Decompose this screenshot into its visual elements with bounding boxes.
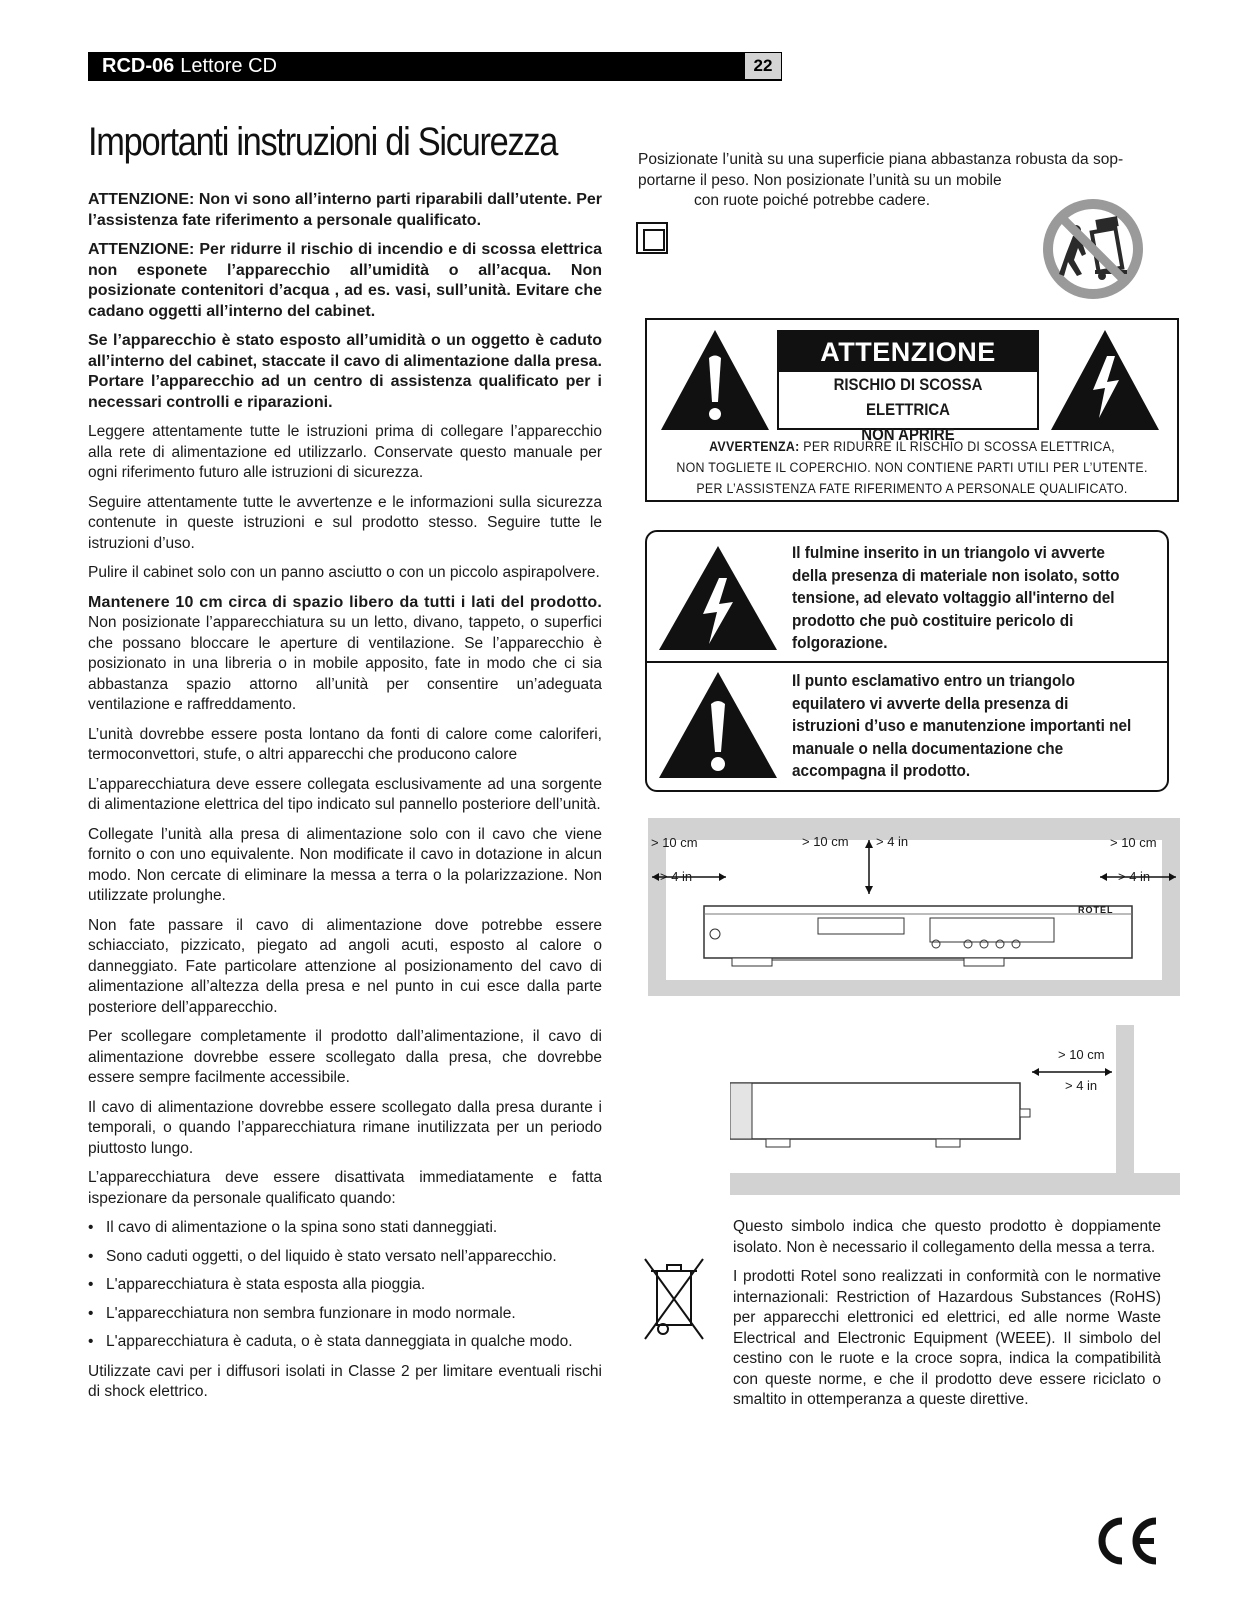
paragraph-power-source: L’apparecchiatura deve essere collegata esclusivamente ad una sorgente di alimentazione elettrica del tipo indicato sul pannello posteriore dell’unità. [88, 775, 602, 813]
paragraph-heat: L’unità dovrebbe essere posta lontano da fonti di calore come caloriferi, termoconvettori, stufe, o altri apparecchi che producono calore [88, 725, 602, 763]
side-cm: > 10 cm [1058, 1047, 1105, 1062]
warning-moisture: ATTENZIONE: Per ridurre il rischio di incendio e di scossa elettrica non esponete l’apparecchio all’umidità o all’acqua. Non posizionate contenitori d’acqua , ad es. vasi, sull’unità. Evitare che cadano oggetti all’interno del cabinet. [88, 241, 602, 320]
paragraph-speaker-cables: Utilizzate cavi per i diffusori isolati in Classe 2 per limitare eventuali rischi di shock elettrico. [88, 1362, 602, 1400]
page-number: 22 [745, 53, 781, 79]
list-item: • Il cavo di alimentazione o la spina sono stati danneggiati. [88, 1218, 602, 1239]
front-top-in: > 4 in [876, 834, 909, 849]
list-item: • L'apparecchiatura è stata esposta alla pioggia. [88, 1275, 602, 1296]
attenzione-sub-1: RISCHIO DI SCOSSA ELETTRICA [833, 375, 983, 419]
front-clearance-diagram [648, 818, 1180, 996]
front-left-in: > 4 in [660, 869, 693, 884]
avvertenza-label: AVVERTENZA: [709, 439, 800, 454]
side-clearance-diagram [730, 1025, 1180, 1195]
header-product: Lettore CD [180, 55, 277, 77]
side-in: > 4 in [1065, 1078, 1098, 1093]
front-left-cm: > 10 cm [651, 835, 698, 850]
placement-line-2: portarne il peso. Non posizionate l’unità su un mobile [638, 171, 1002, 189]
attenzione-sub-2: NON APRIRE [861, 425, 955, 444]
front-top-cm: > 10 cm [802, 834, 849, 849]
avvertenza-line-2: NON TOGLIETE IL COPERCHIO. NON CONTIENE PARTI UTILI PER L’UTENTE. [676, 460, 1148, 475]
symbol-divider [647, 661, 1167, 663]
front-right-in: > 4 in [1118, 869, 1151, 884]
list-item: • L'apparecchiatura è caduta, o è stata danneggiata in qualche modo. [88, 1332, 602, 1353]
double-insulation-text: Questo simbolo indica che questo prodotto è doppiamente isolato. Non è necessario il collegamento della messa a terra. [733, 1218, 1161, 1256]
symbol-explanation-box [645, 530, 1169, 792]
paragraph-read-instructions: Leggere attentamente tutte le istruzioni prima di collegare l’apparecchio alla rete di alimentazione ed utilizzarlo. Conservate questo manuale per ogni riferimento futuro alle istruzioni di sicurezza. [88, 423, 602, 481]
paragraph-storms: Il cavo di alimentazione dovrebbe essere scollegato dalla presa durante i temporali, o quando l’apparecchiatura rimane inutilizzata per un periodo piuttosto lungo. [88, 1098, 602, 1157]
device-brand: ROTEL [1078, 905, 1114, 915]
paragraph-inspection: L’apparecchiatura deve essere disattivata immediatamente e fatta ispezionare da personale qualificato quando: [88, 1169, 602, 1207]
no-cart-icon [1040, 196, 1146, 302]
paragraph-power-cable: Collegate l’unità alla presa di alimentazione solo con il cavo che viene fornito o con uno equivalente. Non modificate il cavo in dotazione in alcun modo. Non cercate di eliminare la messa a terra o la polarizzazione. Non utilizzate prolunghe. [88, 825, 602, 904]
double-insulation-icon [636, 222, 668, 254]
ventilation-rest: Non posizionate l’apparecchiatura su un letto, divano, tappeto, o superfici che possano bloccare le aperture di ventilazione. Se l’apparecchio è posizionato in una libreria o in mobile apposito, fate in modo che ci sia abbastanza spazio attorno all’unità per consentire un’adeguata ventilazione e raffreddamento. [88, 614, 602, 713]
avvertenza-line-3: PER L’ASSISTENZA FATE RIFERIMENTO A PERSONALE QUALIFICATO. [696, 481, 1128, 496]
rohs-weee-text: I prodotti Rotel sono realizzati in conformità con le normative internazionali: Restriction of Hazardous Substances (RoHS) per apparecchi elettronici ed elettrici, ed alle norme Waste Electrical and Electronic Equipment (WEEE). Il simbolo del cestino con le ruote e la croce sopra, indica la compatibilità con queste norme, e che il prodotto deve essere riciclato o smaltito in ottemperanza a queste direttive. [733, 1268, 1161, 1408]
placement-line-3: con ruote poiché potrebbe cadere. [694, 192, 931, 209]
lightning-triangle-icon [657, 544, 779, 652]
shock-warning-box [645, 318, 1179, 502]
paragraph-disconnect: Per scollegare completamente il prodotto dall’alimentazione, il cavo di alimentazione dovrebbe essere scollegato dalla presa, che dovrebbe essere sempre facilmente accessibile. [88, 1028, 602, 1086]
header-title [102, 54, 277, 79]
list-item: • Sono caduti oggetti, o del liquido è stato versato nell’apparecchio. [88, 1247, 602, 1268]
paragraph-cable-routing: Non fate passare il cavo di alimentazione dove potrebbe essere schiacciato, pizzicato, piegato ad angoli acuti, esposto al calore o danneggiato. Fate particolare attenzione al posizionamento del cavo di alimentazione all’altezza della presa e nel punto in cui esce dalla parte posteriore dell’apparecchio. [88, 916, 602, 1016]
avvertenza-line-1-text: PER RIDURRE IL RISCHIO DI SCOSSA ELETTRICA, [799, 439, 1115, 454]
front-right-cm: > 10 cm [1110, 835, 1157, 850]
exclamation-description: Il punto esclamativo entro un triangolo equilatero vi avverte della presenza di istruzioni d’uso e manutenzione importanti nel manuale o nella documentazione che accompagna il prodotto. [792, 672, 1132, 780]
right-bottom-text [733, 1217, 1161, 1420]
list-item: • L'apparecchiatura non sembra funzionare in modo normale. [88, 1304, 602, 1325]
lightning-triangle-icon [1049, 328, 1161, 432]
attenzione-banner [777, 330, 1039, 444]
paragraph-cleaning: Pulire il cabinet solo con un panno asciutto o con un piccolo aspirapolvere. [88, 564, 600, 581]
paragraph-follow-warnings: Seguire attentamente tutte le avvertenze e le informazioni sulla sicurezza contenute in queste istruzioni e sul prodotto stesso. Seguire tutte le istruzioni d’uso. [88, 493, 602, 552]
exclamation-triangle-icon [659, 328, 771, 432]
inspection-list [88, 1218, 602, 1353]
warning-exposure: Se l’apparecchio è stato esposto all’umidità o un oggetto è caduto all’interno del cabinet, staccate il cavo di alimentazione dalla presa. Portare l’apparecchio ad un centro di assistenza qualificato per i necessari controlli e riparazioni. [88, 332, 602, 411]
header-bar [88, 52, 782, 81]
avvertenza-line-1 [676, 436, 1149, 457]
header-model: RCD-06 [102, 55, 175, 77]
lightning-description: Il fulmine inserito in un triangolo vi avverte della presenza di materiale non isolato, sotto tensione, ad elevato voltaggio all'interno del prodotto che può costituire pericolo di folgorazione. [792, 544, 1120, 652]
warning-service: ATTENZIONE: Non vi sono all’interno parti riparabili dall’utente. Per l’assistenza fate riferimento a personale qualificato. [88, 191, 602, 229]
avvertenza-text [676, 436, 1149, 499]
weee-bin-icon [641, 1255, 707, 1343]
placement-line-1: Posizionate l’unità su una superficie piana abbastanza robusta da sop- [638, 151, 1124, 168]
attenzione-heading: ATTENZIONE [779, 332, 1037, 372]
left-column [88, 190, 602, 1412]
page-title: Importanti instruzioni di Sicurezza [88, 120, 558, 164]
clearance-side-drawing [730, 1025, 1180, 1195]
ventilation-bold: Mantenere 10 cm circa di spazio libero da tutti i lati del prodotto. [88, 593, 602, 611]
ce-mark-icon [1092, 1515, 1162, 1567]
paragraph-ventilation [88, 593, 602, 716]
exclamation-triangle-icon [657, 670, 779, 780]
